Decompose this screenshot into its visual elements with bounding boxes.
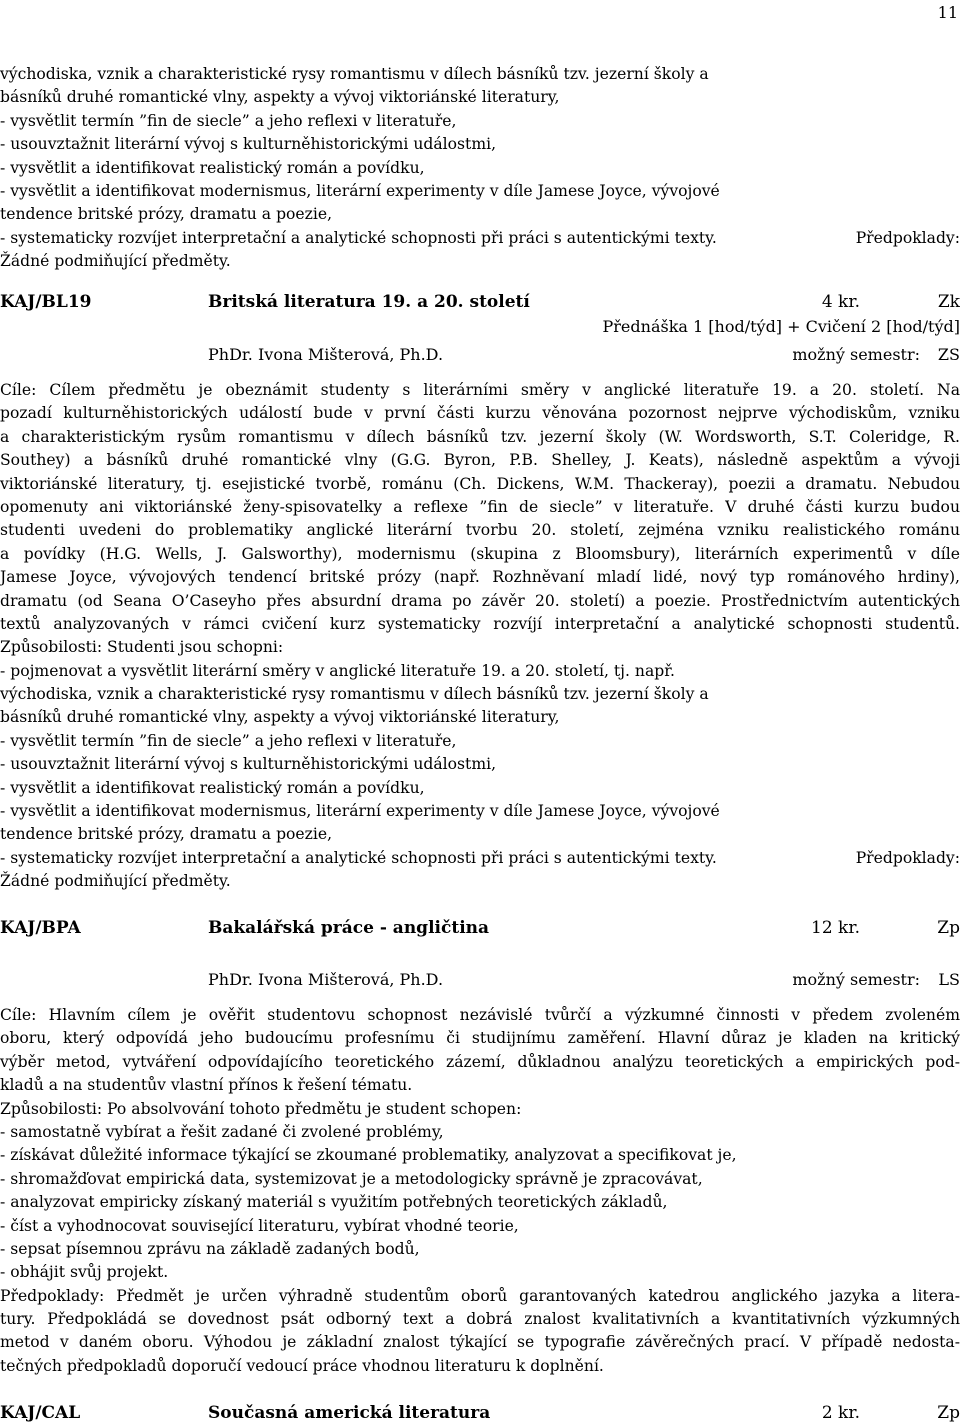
course-code: KAJ/CAL xyxy=(0,1403,81,1423)
course-header-cal xyxy=(0,1401,960,1425)
course-body-bl19 xyxy=(0,379,960,894)
course-hours-bl19: Přednáška 1 [hod/týd] + Cvičení 2 [hod/týd] xyxy=(602,317,960,336)
text-line: - vysvětlit a identifikovat realistický román a povídku, xyxy=(0,778,425,797)
page-number: 11 xyxy=(937,3,958,22)
course-credits: 2 kr. xyxy=(821,1403,860,1423)
course-completion: Zp xyxy=(937,1403,960,1423)
course-credits: 4 kr. xyxy=(821,292,860,312)
course-title: Bakalářská práce - angličtina xyxy=(208,918,490,938)
course-title: Současná americká literatura xyxy=(208,1403,491,1423)
text-line: Předpoklady: Předmět je určen výhradně studentům oborů garantovaných katedrou anglického jazyka a litera- xyxy=(0,1286,960,1305)
text-line: kladů a na studentův vlastní přínos k řešení tématu. xyxy=(0,1076,413,1095)
course-header-bl19 xyxy=(0,290,960,314)
text-line: textů analyzovaných v rámci cvičení kurz systematicky rozvíjí interpretační a analytické schopnosti studentů. xyxy=(0,614,960,633)
text-line: tendence britské prózy, dramatu a poezie, xyxy=(0,205,333,224)
text-line: opomenuty ani viktoriánské ženy-spisovatelky a reflexe ”fin de siecle” v literatuře. V druhé části kurzu budou xyxy=(0,497,960,516)
course-teacher-line-bpa xyxy=(0,968,960,992)
semester-label: možný semestr: xyxy=(792,345,920,364)
prerequisites-text: Žádné podmiňující předměty. xyxy=(0,252,231,271)
text-line: - usouvztažnit literární vývoj s kulturněhistorickými událostmi, xyxy=(0,755,497,774)
text-line: studenti uvedeni do problematiky anglické literární tvorbu 20. století, zejména vzniku realistického románu xyxy=(0,521,960,540)
text-line: Southey) a básníků druhé romantické vlny (G.G. Byron, P.B. Shelley, J. Keats), následně aspektům a vývoji xyxy=(0,451,960,470)
text-line: - vysvětlit a identifikovat modernismus, literární experimenty v díle Jamese Joyce, vývojové xyxy=(0,181,720,200)
course-code: KAJ/BL19 xyxy=(0,292,92,312)
text-line: dramatu (od Seana O’Caseyho přes absurdní drama po závěr 20. století) a poezie. Prostřednictvím autentických xyxy=(0,591,960,610)
teacher-name: PhDr. Ivona Mišterová, Ph.D. xyxy=(208,345,444,364)
text-line: Cíle: Hlavním cílem je ověřit studentovu schopnost nezávislé tvůrčí a výzkumné činnosti v předem zvoleném xyxy=(0,1006,960,1024)
text-line: - vysvětlit a identifikovat modernismus, literární experimenty v díle Jamese Joyce, vývojové xyxy=(0,802,720,821)
text-line: - pojmenovat a vysvětlit literární směry v anglické literatuře 19. a 20. století, tj. např. xyxy=(0,661,675,680)
text-line: viktoriánské literatury, tj. esejistické tvorbě, románu (Ch. Dickens, W.M. Thackeray), poezii a dramatu. Nebudou xyxy=(0,474,960,493)
text-line: a charakteristickým rysům romantismu v dílech básníků tzv. jezerní školy (W. Wordsworth, S.T. Coleridge, R. xyxy=(0,427,960,446)
prerequisites-text: Žádné podmiňující předměty. xyxy=(0,872,231,891)
text-line: a povídky (H.G. Wells, J. Galsworthy), modernismu (skupina z Bloomsbury), literárních experimentů v díle xyxy=(0,544,960,563)
course-credits: 12 kr. xyxy=(811,918,860,938)
text-line: - systematicky rozvíjet interpretační a analytické schopnosti při práci s autentickými texty. Předpoklady: xyxy=(0,848,960,867)
continued-course-text xyxy=(0,63,960,274)
text-line: - usouvztažnit literární vývoj s kulturněhistorickými událostmi, xyxy=(0,135,497,154)
text-line: - sepsat písemnou zprávu na základě zadaných bodů, xyxy=(0,1239,420,1258)
text-line: Způsobilosti: Po absolvování tohoto předmětu je student schopen: xyxy=(0,1099,522,1118)
text-line: východiska, vznik a charakteristické rysy romantismu v dílech básníků tzv. jezerní školy a xyxy=(0,65,709,83)
text-line: tury. Předpokládá se dovednost psát odborný text a dobrá znalost kvalitativních a kvantitativních výzkumných xyxy=(0,1310,960,1329)
text-line: oboru, který odpovídá jeho budoucímu profesnímu či studijnímu zaměření. Hlavní důraz je kladen na kritický xyxy=(0,1029,960,1048)
text-line: - vysvětlit termín ”fin de siecle” a jeho reflexi v literatuře, xyxy=(0,731,457,750)
text-line: výběr metod, vytváření odpovídajícího teoretického zázemí, důkladnou analýzu teoretických a empirických pod- xyxy=(0,1052,960,1071)
course-completion: Zk xyxy=(937,292,960,312)
text-line: - analyzovat empiricky získaný materiál s využitím potřebných teoretických základů, xyxy=(0,1193,668,1212)
text-line: Jamese Joyce, vývojových tendencí britské prózy (např. Rozhněvaní mladí lidé, nový typ románového hrdiny), xyxy=(0,568,960,587)
semester-label: možný semestr: xyxy=(792,970,920,989)
semester-value: ZS xyxy=(937,345,960,364)
text-line: tečných předpokladů doporučí vedoucí práce vhodnou literaturu k doplnění. xyxy=(0,1356,604,1375)
course-code: KAJ/BPA xyxy=(0,918,81,938)
text-line: básníků druhé romantické vlny, aspekty a vývoj viktoriánské literatury, xyxy=(0,88,560,107)
text-line: tendence britské prózy, dramatu a poezie, xyxy=(0,825,333,844)
text-line: - obhájit svůj projekt. xyxy=(0,1263,169,1282)
text-line: - získávat důležité informace týkající se zkoumané problematiky, analyzovat a specifikovat je, xyxy=(0,1146,737,1165)
semester-value: LS xyxy=(938,970,960,989)
text-line: Způsobilosti: Studenti jsou schopni: xyxy=(0,638,284,657)
course-title: Britská literatura 19. a 20. století xyxy=(208,292,530,312)
text-line: - vysvětlit a identifikovat realistický román a povídku, xyxy=(0,158,425,177)
text-line: východiska, vznik a charakteristické rysy romantismu v dílech básníků tzv. jezerní školy a xyxy=(0,685,709,704)
text-line: Cíle: Cílem předmětu je obeznámit studenty s literárními směry v anglické literatuře 19. a 20. století. Na xyxy=(0,381,960,399)
course-header-bpa xyxy=(0,916,960,940)
teacher-name: PhDr. Ivona Mišterová, Ph.D. xyxy=(208,970,444,989)
course-completion: Zp xyxy=(937,918,960,938)
course-body-bpa xyxy=(0,1004,960,1378)
text-line: - systematicky rozvíjet interpretační a analytické schopnosti při práci s autentickými texty. Předpoklady: xyxy=(0,228,960,247)
text-line: básníků druhé romantické vlny, aspekty a vývoj viktoriánské literatury, xyxy=(0,708,560,727)
text-line: - samostatně vybírat a řešit zadané či zvolené problémy, xyxy=(0,1122,444,1141)
text-line: - shromažďovat empirická data, systemizovat je a metodologicky správně je zpracovávat, xyxy=(0,1169,703,1188)
text-line: - číst a vyhodnocovat související literaturu, vybírat vhodné teorie, xyxy=(0,1216,519,1235)
course-teacher-line-bl19 xyxy=(0,343,960,367)
text-line: - vysvětlit termín ”fin de siecle” a jeho reflexi v literatuře, xyxy=(0,111,457,130)
text-line: metod v daném oboru. Výhodou je základní znalost týkající se typografie závěrečných prací. V případě nedosta- xyxy=(0,1333,960,1352)
text-line: pozadí kulturněhistorických událostí bude v první části kurzu věnována pozornost nejprve východiskům, vzniku xyxy=(0,404,960,423)
